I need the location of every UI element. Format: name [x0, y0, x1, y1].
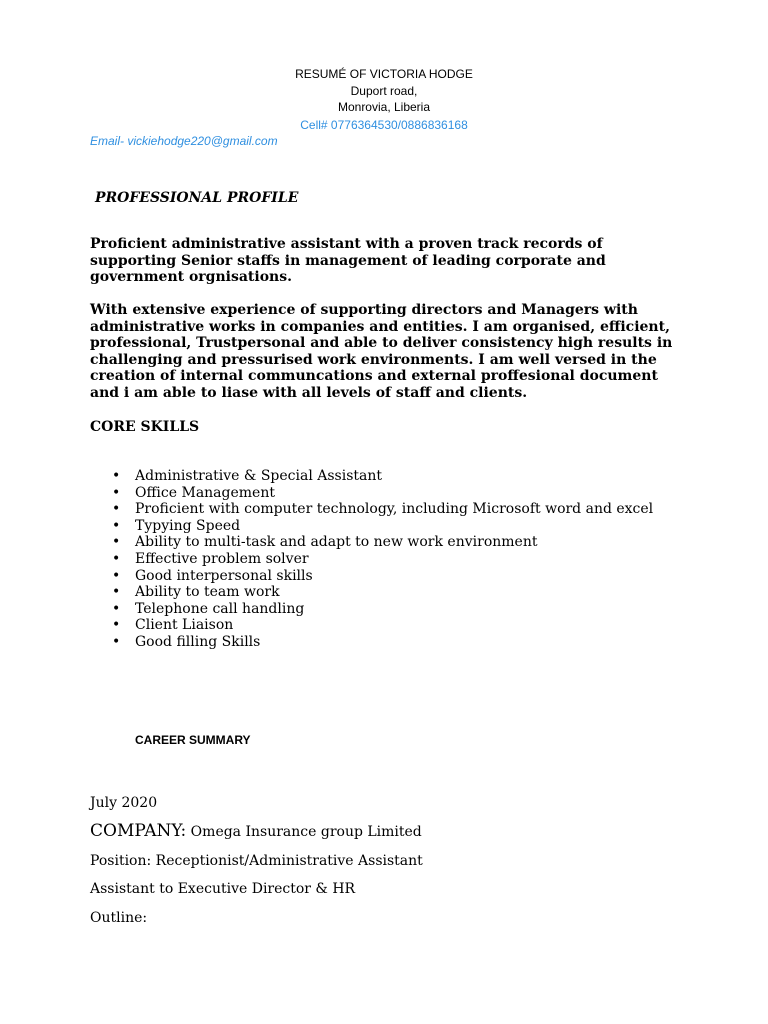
company-line: [90, 822, 422, 841]
career-summary-heading: CAREER SUMMARY: [135, 733, 251, 747]
skill-item: [90, 584, 653, 601]
profile-paragraph-2-line: and i am able to liase with all levels of staff and clients.: [90, 384, 528, 401]
skill-label: Office Management: [135, 484, 275, 501]
address-line-1: Duport road,: [350, 84, 418, 98]
bullet-icon: •: [112, 501, 121, 518]
bullet-icon: •: [112, 584, 121, 601]
bullet-icon: •: [112, 468, 121, 484]
skill-label: Administrative & Special Assistant: [135, 468, 383, 484]
skill-item: [90, 485, 653, 502]
skill-item: [90, 617, 653, 634]
skill-label: Effective problem solver: [135, 550, 309, 567]
address-line-2: Monrovia, Liberia: [337, 100, 431, 114]
profile-paragraph-2-line: administrative works in companies and entities. I am organised, efficient,: [90, 318, 670, 335]
professional-profile-heading: PROFESSIONAL PROFILE: [95, 190, 299, 206]
company-name: Omega Insurance group Limited: [186, 824, 422, 840]
job-outline-label: Outline:: [90, 910, 148, 926]
skill-item: [90, 634, 653, 651]
bullet-icon: •: [112, 550, 121, 567]
skill-item: [90, 468, 653, 485]
profile-paragraph-2-line: creation of internal communcations and external proffesional document: [90, 368, 658, 385]
skill-label: Typying Speed: [135, 517, 241, 534]
email-address: Email- vickiehodge220@gmail.com: [90, 134, 278, 148]
core-skills-heading: CORE SKILLS: [90, 419, 200, 435]
profile-paragraph-1-line: Proficient administrative assistant with a proven track records of: [90, 236, 603, 252]
job-assistant-to: Assistant to Executive Director & HR: [90, 881, 356, 897]
bullet-icon: •: [112, 600, 121, 617]
resume-title: RESUMÉ OF VICTORIA HODGE: [295, 67, 473, 81]
core-skills-list: [90, 468, 653, 651]
profile-paragraph-2-line: With extensive experience of supporting directors and Managers with: [90, 302, 638, 318]
skill-label: Ability to multi-task and adapt to new work environment: [135, 534, 538, 551]
bullet-icon: •: [112, 567, 121, 584]
skill-label: Proficient with computer technology, including Microsoft word and excel: [135, 501, 654, 518]
skill-label: Good interpersonal skills: [135, 567, 313, 584]
bullet-icon: •: [112, 617, 121, 634]
job-position: Position: Receptionist/Administrative Assistant: [90, 853, 423, 869]
skill-label: Ability to team work: [135, 584, 280, 601]
skill-item: [90, 534, 653, 551]
skill-label: Client Liaison: [135, 617, 234, 634]
profile-paragraph-1-line: government orgnisations.: [90, 269, 292, 286]
bullet-icon: •: [112, 534, 121, 551]
company-label: COMPANY:: [90, 821, 187, 841]
skill-item: [90, 601, 653, 618]
cell-number: Cell# 0776364530/0886836168: [300, 118, 468, 132]
profile-paragraph-2-line: challenging and pressurised work environments. I am well versed in the: [90, 351, 657, 368]
skill-label: Good filling Skills: [135, 633, 261, 650]
skill-item: [90, 518, 653, 535]
skill-item: [90, 568, 653, 585]
profile-paragraph-1: [90, 236, 690, 286]
skill-item: [90, 551, 653, 568]
skill-item: [90, 501, 653, 518]
bullet-icon: •: [112, 517, 121, 534]
bullet-icon: •: [112, 484, 121, 501]
profile-paragraph-2-line: professional, Trustpersonal and able to deliver consistency high results in: [90, 335, 673, 352]
profile-paragraph-2: [90, 302, 690, 402]
bullet-icon: •: [112, 633, 121, 650]
job-date: July 2020: [90, 795, 158, 811]
skill-label: Telephone call handling: [135, 600, 305, 617]
profile-paragraph-1-line: supporting Senior staffs in management of leading corporate and: [90, 252, 606, 269]
